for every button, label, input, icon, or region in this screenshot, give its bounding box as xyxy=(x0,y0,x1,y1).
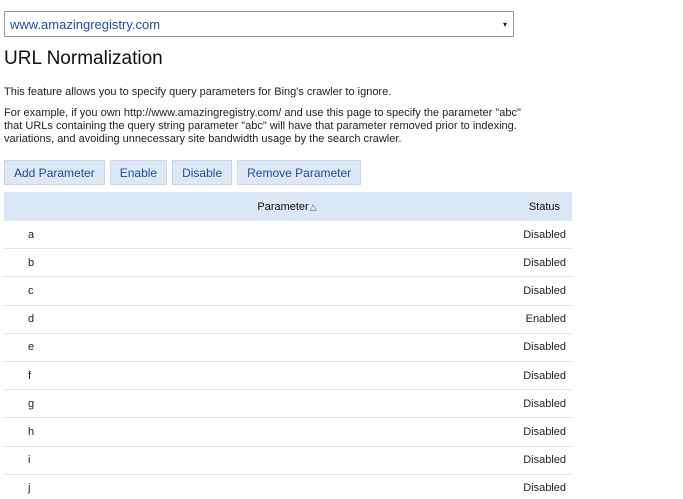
page-title: URL Normalization xyxy=(4,48,163,69)
parameters-table xyxy=(4,192,572,499)
enable-button[interactable]: Enable xyxy=(110,160,167,185)
table-header xyxy=(4,192,572,221)
disable-button[interactable]: Disable xyxy=(172,160,232,185)
status-cell: Disabled xyxy=(523,397,566,410)
column-header-parameter-label: Parameter xyxy=(257,200,309,213)
table-row[interactable] xyxy=(4,447,572,475)
table-row[interactable] xyxy=(4,277,572,305)
status-cell: Disabled xyxy=(523,228,566,241)
example-line-1: For example, if you own http://www.amazingregistry.com/ and use this page to specify the parameter "abc" xyxy=(4,107,521,119)
status-cell: Disabled xyxy=(523,454,566,467)
sort-ascending-icon: △ xyxy=(309,201,317,212)
parameter-cell: b xyxy=(28,256,35,269)
parameter-cell: f xyxy=(28,369,32,382)
intro-text: This feature allows you to specify query parameters for Bing's crawler to ignore. xyxy=(4,86,392,98)
example-line-2: that URLs containing the query string parameter "abc" will have that parameter removed prior to indexing. xyxy=(4,120,517,132)
chevron-down-icon[interactable]: ▾ xyxy=(502,19,507,29)
table-row[interactable] xyxy=(4,221,572,249)
parameter-cell: d xyxy=(28,313,35,326)
column-header-parameter[interactable] xyxy=(4,201,490,213)
add-parameter-button[interactable]: Add Parameter xyxy=(4,160,105,185)
toolbar xyxy=(4,160,361,185)
column-header-status[interactable]: Status xyxy=(528,200,560,213)
status-cell: Disabled xyxy=(523,341,566,354)
site-select[interactable] xyxy=(4,11,514,37)
example-text xyxy=(4,107,575,146)
status-cell: Disabled xyxy=(523,284,566,297)
site-select-value: www.amazingregistry.com xyxy=(10,16,161,32)
status-cell: Disabled xyxy=(523,482,566,495)
table-row[interactable] xyxy=(4,418,572,446)
table-row[interactable] xyxy=(4,334,572,362)
status-cell: Disabled xyxy=(523,369,566,382)
table-row[interactable] xyxy=(4,249,572,277)
remove-parameter-button[interactable]: Remove Parameter xyxy=(237,160,361,185)
example-line-3: variations, and avoiding unnecessary site bandwidth usage by the search crawler. xyxy=(4,133,402,145)
parameter-cell: c xyxy=(28,284,34,297)
table-row[interactable] xyxy=(4,390,572,418)
parameter-cell: e xyxy=(28,341,35,354)
table-row[interactable] xyxy=(4,362,572,390)
table-row[interactable] xyxy=(4,306,572,334)
status-cell: Disabled xyxy=(523,425,566,438)
parameter-cell: i xyxy=(28,454,31,467)
table-row[interactable] xyxy=(4,475,572,499)
parameter-cell: g xyxy=(28,397,35,410)
status-cell: Enabled xyxy=(525,313,566,326)
parameter-cell: a xyxy=(28,228,35,241)
table-body xyxy=(4,221,572,499)
parameter-cell: j xyxy=(28,482,31,495)
status-cell: Disabled xyxy=(523,256,566,269)
parameter-cell: h xyxy=(28,425,35,438)
